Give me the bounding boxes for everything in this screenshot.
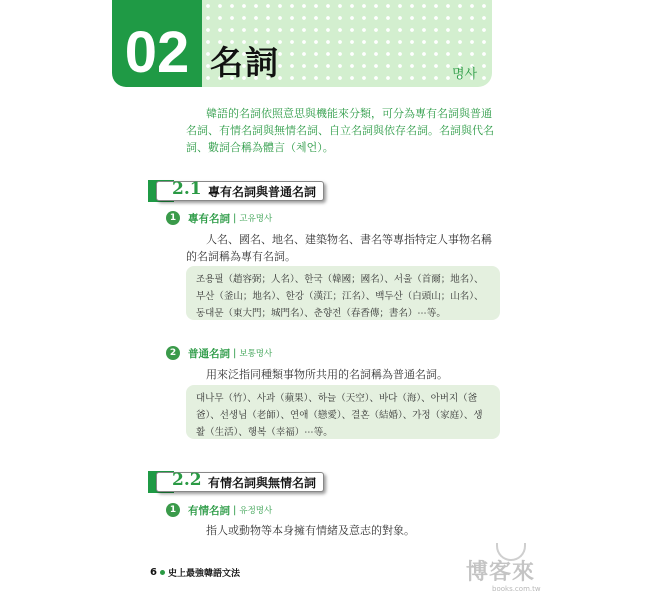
section-heading-2-1 <box>148 180 326 202</box>
book-title: 史上最強韓語文法 <box>167 569 240 579</box>
section-heading-2-2 <box>148 471 326 493</box>
chapter-intro: 韓語的名詞依照意思與機能來分類，可分為專有名詞與普通名詞、有情名詞與無情名詞、自立名詞與依存名詞。名詞與代名詞、數詞合稱為體言（체언）。 <box>186 107 494 154</box>
subsection-title: 普通名詞 <box>188 347 230 360</box>
page-number: 6 <box>150 567 157 578</box>
chapter-title-korean: 명사 <box>452 67 478 82</box>
section-number: 2.2 <box>172 470 202 490</box>
subsection-title-korean: 고유명사 <box>239 214 273 224</box>
subsection-index: 2 <box>166 346 180 360</box>
subsection-title: 有情名詞 <box>188 504 230 517</box>
subsection-body: 指人或動物等本身擁有情緒及意志的對象。 <box>206 524 415 537</box>
subsection-divider: | <box>233 212 237 224</box>
subsection-heading-animate-noun <box>166 502 272 518</box>
examples-box: 대나무（竹）、사과（蘋果）、하늘（天空）、바다（海）、아버지（爸爸）、선생님（老師）、연애（戀愛）、결혼（結婚）、가정（家庭）、생활（生活）、행복（幸福）⋯等。 <box>186 385 500 439</box>
subsection-title: 專有名詞 <box>188 212 230 225</box>
subsection-heading-proper-noun <box>166 210 272 226</box>
subsection-index: 1 <box>166 211 180 225</box>
subsection-title-korean: 보통명사 <box>239 349 273 359</box>
watermark-logo <box>466 543 541 597</box>
chapter-number: 02 <box>112 0 202 87</box>
page-footer <box>150 566 240 579</box>
chapter-title: 名詞 <box>210 43 280 82</box>
subsection-divider: | <box>233 504 237 516</box>
section-title: 有情名詞與無情名詞 <box>208 476 317 490</box>
watermark-brand: 博客來 <box>466 560 536 585</box>
subsection-title-korean: 유정명사 <box>239 506 273 516</box>
watermark-url: books.com.tw <box>492 585 541 593</box>
section-number: 2.1 <box>172 179 202 199</box>
section-title: 專有名詞與普通名詞 <box>208 185 317 199</box>
subsection-divider: | <box>233 347 237 359</box>
subsection-body: 人名、國名、地名、建築物名、書名等專指特定人事物名稱的名詞稱為專有名詞。 <box>186 233 492 263</box>
footer-dot-icon <box>160 570 165 575</box>
subsection-body: 用來泛指同種類事物所共用的名詞稱為普通名詞。 <box>206 368 448 381</box>
examples-box: 조용필（趙容弼；人名）、한국（韓國；國名）、서울（首爾；地名）、부산（釜山；地名）、한강（漢江；江名）、백두산（白頭山；山名）、동대문（東大門；城門名）、춘향전（春香傳；書名）⋯等。 <box>186 266 500 320</box>
subsection-heading-common-noun <box>166 345 272 361</box>
subsection-index: 1 <box>166 503 180 517</box>
